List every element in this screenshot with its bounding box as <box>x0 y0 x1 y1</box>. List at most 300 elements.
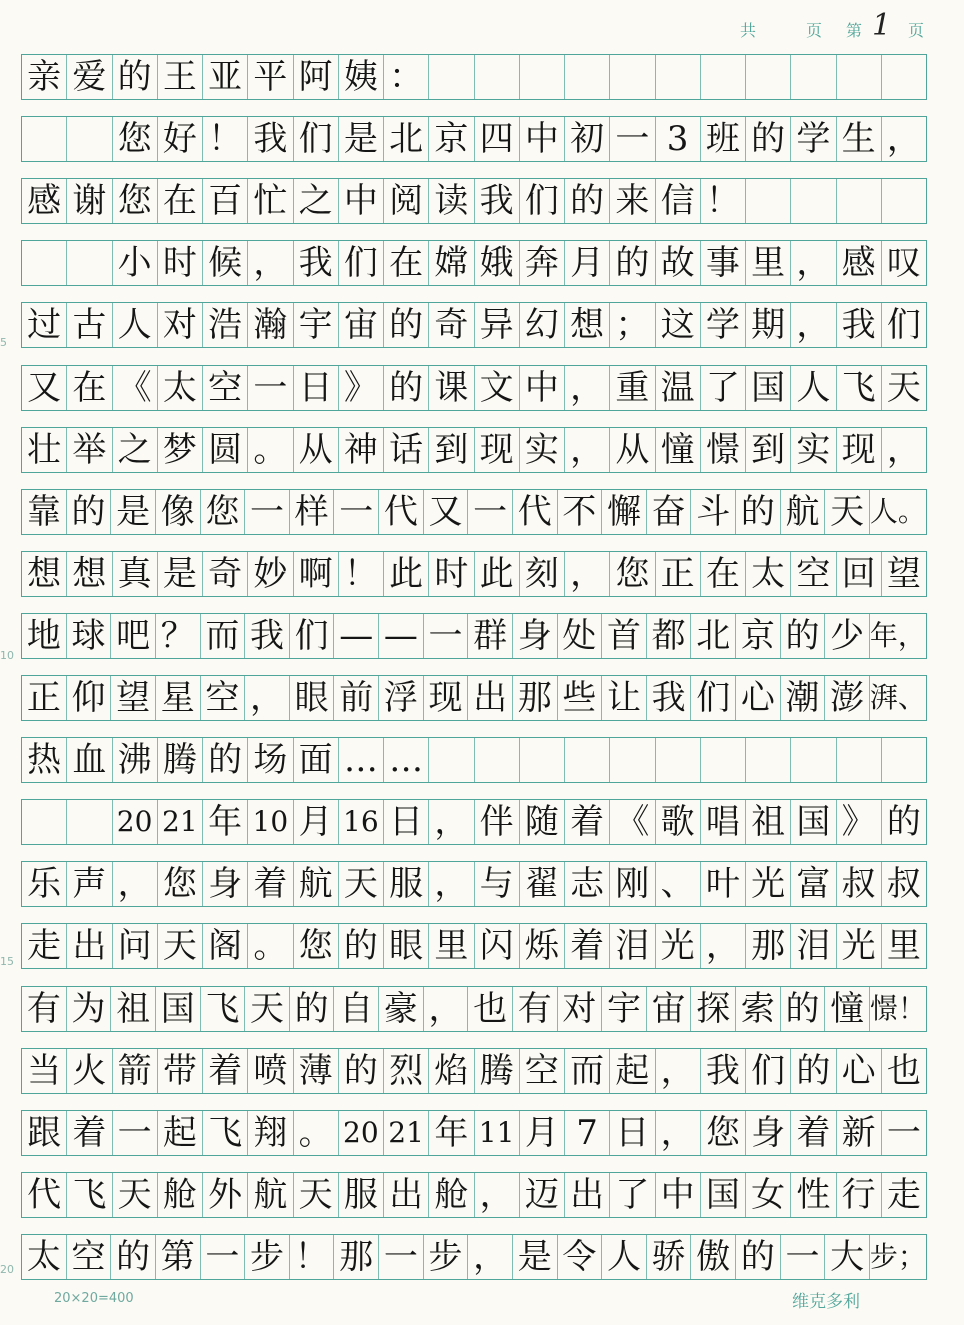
grid-cell: 走 <box>22 924 67 968</box>
grid-cell: 出 <box>468 676 513 720</box>
grid-cell: 20 <box>113 800 158 844</box>
grid-cell: … <box>384 738 429 782</box>
grid-cell: 奔 <box>520 241 565 285</box>
grid-cell: 回 <box>837 552 882 596</box>
grid-cell: 空 <box>203 366 248 410</box>
grid-cell: 场 <box>248 738 293 782</box>
grid-cell: 现 <box>837 428 882 472</box>
grid-cell <box>22 117 67 161</box>
grid-cell: 21 <box>384 1111 429 1155</box>
grid-cell: 在 <box>158 179 203 223</box>
grid-cell: 靠 <box>22 490 67 534</box>
grid-cell: 之 <box>294 179 339 223</box>
grid-cell: 们 <box>691 676 736 720</box>
grid-cell: 来 <box>610 179 655 223</box>
grid-cell <box>67 800 112 844</box>
grid-cell: 血 <box>67 738 112 782</box>
grid-cell: 憬 <box>701 428 746 472</box>
grid-cell: 温 <box>656 366 701 410</box>
grid-cell: 骄 <box>647 1235 692 1279</box>
grid-row <box>21 489 927 535</box>
grid-cell: 吧 <box>111 614 156 658</box>
grid-cell: 此 <box>384 552 429 596</box>
grid-cell: 带 <box>158 1049 203 1093</box>
grid-cell: 16 <box>339 800 384 844</box>
grid-cell <box>882 738 926 782</box>
grid-cell: ， <box>429 800 474 844</box>
grid-cell: 探 <box>691 987 736 1031</box>
grid-cell: ， <box>656 1049 701 1093</box>
grid-cell: 重 <box>610 366 655 410</box>
grid-cell: 了 <box>610 1173 655 1217</box>
grid-cell: ！ <box>203 117 248 161</box>
grid-cell: 性 <box>791 1173 836 1217</box>
grid-cell: 跟 <box>22 1111 67 1155</box>
grid-cell: 祖 <box>111 987 156 1031</box>
grid-cell: 在 <box>384 241 429 285</box>
grid-cell: 实 <box>520 428 565 472</box>
grid-cell: 到 <box>746 428 791 472</box>
grid-cell: ， <box>248 241 293 285</box>
margin-line-number: 5 <box>0 336 7 349</box>
grid-cell: 候 <box>203 241 248 285</box>
grid-cell: ， <box>424 987 469 1031</box>
grid-cell: 的 <box>736 490 781 534</box>
grid-cell: 心 <box>837 1049 882 1093</box>
grid-cell: 里 <box>429 924 474 968</box>
grid-cell: 感 <box>837 241 882 285</box>
grid-row <box>21 613 927 659</box>
grid-cell: 从 <box>610 428 655 472</box>
grid-row <box>21 427 927 473</box>
grid-cell: 索 <box>736 987 781 1031</box>
grid-cell: 懈 <box>602 490 647 534</box>
grid-cell: ， <box>429 862 474 906</box>
grid-cell: 北 <box>384 117 429 161</box>
grid-cell: 的 <box>384 366 429 410</box>
grid-cell: 太 <box>746 552 791 596</box>
grid-cell: 们 <box>290 614 335 658</box>
grid-cell: 斗 <box>691 490 736 534</box>
grid-cell: 人 <box>791 366 836 410</box>
grid-cell: 一 <box>468 490 513 534</box>
grid-cell: 奇 <box>203 552 248 596</box>
grid-cell: 啊 <box>294 552 339 596</box>
grid-cell: 叹 <box>886 243 921 283</box>
grid-cell: 的 <box>791 1049 836 1093</box>
grid-cell: 20 <box>339 1111 384 1155</box>
grid-cell: 过 <box>22 303 67 347</box>
grid-cell: 们 <box>886 305 921 345</box>
grid-row <box>21 1172 927 1218</box>
grid-cell: ， <box>886 119 921 159</box>
grid-cell <box>22 800 67 844</box>
grid-cell: 的 <box>781 987 826 1031</box>
grid-row <box>21 986 927 1032</box>
grid-cell: 实 <box>791 428 836 472</box>
grid-cell: 泪 <box>791 924 836 968</box>
grid-cell <box>22 241 67 285</box>
grid-cell: 澎 <box>825 676 870 720</box>
grid-cell: 步 <box>424 1235 469 1279</box>
grid-cell: 首 <box>602 614 647 658</box>
grid-cell: 奋 <box>647 490 692 534</box>
grid-cell: 21 <box>158 800 203 844</box>
grid-cell: 圆 <box>203 428 248 472</box>
grid-cell: 们 <box>520 179 565 223</box>
grid-cell <box>610 55 655 99</box>
grid-cell: 人 <box>602 1235 647 1279</box>
grid-cell: 日 <box>294 366 339 410</box>
grid-cell: ， <box>565 428 610 472</box>
grid-cell: 现 <box>475 428 520 472</box>
grid-cell: ， <box>468 1235 513 1279</box>
grid-cell: 与 <box>475 862 520 906</box>
grid-cell: 此 <box>475 552 520 596</box>
grid-cell <box>429 55 474 99</box>
grid-cell <box>565 738 610 782</box>
grid-cell: 身 <box>203 862 248 906</box>
grid-cell: 空 <box>201 676 246 720</box>
grid-cell: — <box>334 614 379 658</box>
grid-cell: 爱 <box>67 55 112 99</box>
grid-cell: 自 <box>334 987 379 1031</box>
grid-cell: 伴 <box>475 800 520 844</box>
brand-label: 维克多利 <box>792 1292 860 1312</box>
grid-cell: 祖 <box>746 800 791 844</box>
grid-cell: 也 <box>886 1051 921 1091</box>
grid-cell: 中 <box>656 1173 701 1217</box>
grid-cell: ， <box>656 1111 701 1155</box>
grid-cell: 女 <box>746 1173 791 1217</box>
grid-cell: 的 <box>384 303 429 347</box>
grid-cell: 航 <box>781 490 826 534</box>
grid-cell: 的 <box>111 1235 156 1279</box>
grid-cell: 而 <box>565 1049 610 1093</box>
grid-cell: ， <box>475 1173 520 1217</box>
grid-cell: 前 <box>334 676 379 720</box>
grid-cell: 人。 <box>869 495 926 528</box>
grid-cell: 闪 <box>475 924 520 968</box>
grid-cell: 群 <box>468 614 513 658</box>
grid-cell: 志 <box>565 862 610 906</box>
grid-cell: 国 <box>156 987 201 1031</box>
grid-row <box>21 551 927 597</box>
grid-cell: 问 <box>113 924 158 968</box>
grid-cell: 翔 <box>248 1111 293 1155</box>
grid-cell: 一 <box>201 1235 246 1279</box>
grid-cell: 着 <box>203 1049 248 1093</box>
grid-cell: 富 <box>791 862 836 906</box>
grid-cell: 我 <box>701 1049 746 1093</box>
grid-cell: 宇 <box>294 303 339 347</box>
grid-cell: 浮 <box>379 676 424 720</box>
grid-cell: 空 <box>67 1235 112 1279</box>
margin-line-number: 10 <box>0 649 14 662</box>
grid-cell: 的 <box>67 490 112 534</box>
grid-cell: 服 <box>339 1173 384 1217</box>
grid-cell: 翟 <box>520 862 565 906</box>
page-header <box>700 8 940 44</box>
grid-cell: 着 <box>565 924 610 968</box>
grid-cell: 是 <box>158 552 203 596</box>
grid-cell: 步 <box>245 1235 290 1279</box>
grid-cell: 事 <box>701 241 746 285</box>
margin-line-number: 20 <box>0 1263 14 1276</box>
grid-cell: 月 <box>520 1111 565 1155</box>
grid-cell: 天 <box>245 987 290 1031</box>
grid-cell: ， <box>701 924 746 968</box>
grid-cell: 眼 <box>290 676 335 720</box>
grid-cell: 姨 <box>339 55 384 99</box>
grid-cell: 文 <box>475 366 520 410</box>
grid-cell: 们 <box>294 117 339 161</box>
grid-cell <box>656 738 701 782</box>
grid-cell: 学 <box>791 117 836 161</box>
grid-cell: 奇 <box>429 303 474 347</box>
grid-cell: 不 <box>558 490 603 534</box>
grid-cell: 梦 <box>158 428 203 472</box>
grid-cell: 憧 <box>825 987 870 1031</box>
grid-cell <box>882 55 926 99</box>
grid-cell: 焰 <box>429 1049 474 1093</box>
grid-cell: 王 <box>158 55 203 99</box>
grid-cell <box>882 179 926 223</box>
grid-cell: 月 <box>565 241 610 285</box>
grid-cell: 心 <box>736 676 781 720</box>
grid-row <box>21 54 927 100</box>
grid-cell: 四 <box>475 117 520 161</box>
grid-cell: 是 <box>513 1235 558 1279</box>
grid-cell: 的 <box>113 55 158 99</box>
margin-line-number: 15 <box>0 955 14 968</box>
grid-cell: ； <box>610 303 655 347</box>
grid-cell: 服 <box>384 862 429 906</box>
grid-cell: 在 <box>67 366 112 410</box>
grid-cell: 太 <box>22 1235 67 1279</box>
grid-cell: 外 <box>203 1173 248 1217</box>
grid-cell: ， <box>565 366 610 410</box>
grid-cell: 走 <box>886 1175 921 1215</box>
grid-cell: 从 <box>294 428 339 472</box>
grid-cell: 您 <box>201 490 246 534</box>
grid-cell: 的 <box>886 802 921 842</box>
grid-cell: 阅 <box>384 179 429 223</box>
grid-cell: 正 <box>656 552 701 596</box>
grid-cell: 湃、 <box>869 681 926 714</box>
grid-cell: 班 <box>701 117 746 161</box>
grid-cell: 天 <box>886 368 921 408</box>
grid-cell: 国 <box>701 1173 746 1217</box>
grid-cell: 叔 <box>837 862 882 906</box>
grid-cell: 里 <box>746 241 791 285</box>
grid-cell: 想 <box>22 552 67 596</box>
grid-cell: 有 <box>22 987 67 1031</box>
grid-cell: 娥 <box>475 241 520 285</box>
grid-row <box>21 923 927 969</box>
grid-cell <box>67 241 112 285</box>
grid-spec-label: 20×20=400 <box>54 1291 134 1306</box>
grid-cell: ， <box>886 430 921 470</box>
grid-cell: 样 <box>290 490 335 534</box>
grid-cell: 腾 <box>475 1049 520 1093</box>
grid-row <box>21 1234 927 1280</box>
grid-row <box>21 178 927 224</box>
ordinal-label: 第 <box>846 21 863 40</box>
grid-cell: 也 <box>468 987 513 1031</box>
grid-row <box>21 116 927 162</box>
grid-cell: 嫦 <box>429 241 474 285</box>
grid-cell: 年， <box>869 619 926 652</box>
grid-cell: 里 <box>886 926 921 966</box>
grid-cell: 11 <box>475 1111 520 1155</box>
grid-cell: 瀚 <box>248 303 293 347</box>
grid-cell: 壮 <box>22 428 67 472</box>
grid-cell: 天 <box>158 924 203 968</box>
grid-cell: ！ <box>701 179 746 223</box>
grid-cell: 唱 <box>701 800 746 844</box>
page-suffix-label: 页 <box>908 21 925 40</box>
grid-cell: 一 <box>248 366 293 410</box>
grid-cell <box>610 738 655 782</box>
grid-cell: 古 <box>67 303 112 347</box>
grid-cell: 的 <box>290 987 335 1031</box>
grid-cell: 年 <box>203 800 248 844</box>
grid-cell: 出 <box>67 924 112 968</box>
grid-cell: 那 <box>513 676 558 720</box>
grid-cell <box>520 738 565 782</box>
grid-cell: 一 <box>379 1235 424 1279</box>
grid-cell: 年 <box>429 1111 474 1155</box>
grid-cell: 10 <box>248 800 293 844</box>
grid-cell: 又 <box>22 366 67 410</box>
grid-cell: 起 <box>158 1111 203 1155</box>
grid-cell: 光 <box>656 924 701 968</box>
grid-cell: 话 <box>384 428 429 472</box>
handwritten-page-number: 1 <box>872 8 892 43</box>
grid-cell: 月 <box>294 800 339 844</box>
grid-cell: 们 <box>339 241 384 285</box>
grid-cell: 的 <box>781 614 826 658</box>
grid-cell: 您 <box>113 117 158 161</box>
grid-cell: 飞 <box>201 987 246 1031</box>
grid-cell: 到 <box>429 428 474 472</box>
grid-cell: 身 <box>513 614 558 658</box>
grid-cell: 这 <box>656 303 701 347</box>
grid-cell: 一 <box>886 1113 921 1153</box>
grid-cell: 在 <box>701 552 746 596</box>
grid-cell: 空 <box>520 1049 565 1093</box>
grid-cell: 代 <box>513 490 558 534</box>
grid-cell: 迈 <box>520 1173 565 1217</box>
grid-cell: 那 <box>746 924 791 968</box>
grid-cell: 。 <box>248 924 293 968</box>
grid-cell: 宇 <box>602 987 647 1031</box>
grid-cell: ： <box>384 55 429 99</box>
grid-row <box>21 799 927 845</box>
grid-cell: 之 <box>113 428 158 472</box>
grid-cell: 想 <box>565 303 610 347</box>
grid-cell: 、 <box>656 862 701 906</box>
grid-cell <box>791 738 836 782</box>
grid-cell <box>475 55 520 99</box>
grid-cell: 京 <box>736 614 781 658</box>
grid-cell: 平 <box>248 55 293 99</box>
grid-cell: 我 <box>294 241 339 285</box>
grid-cell: ？ <box>156 614 201 658</box>
grid-cell: 飞 <box>837 366 882 410</box>
grid-cell: 亚 <box>203 55 248 99</box>
grid-cell: 天 <box>113 1173 158 1217</box>
grid-cell: 第 <box>156 1235 201 1279</box>
grid-cell: 举 <box>67 428 112 472</box>
grid-cell: 的 <box>610 241 655 285</box>
grid-cell: 读 <box>429 179 474 223</box>
grid-cell: 国 <box>746 366 791 410</box>
grid-cell: 烈 <box>384 1049 429 1093</box>
grid-cell: 我 <box>837 303 882 347</box>
grid-cell <box>475 738 520 782</box>
grid-cell: 期 <box>746 303 791 347</box>
grid-cell: 的 <box>565 179 610 223</box>
grid-cell: 宙 <box>647 987 692 1031</box>
grid-cell: 步； <box>869 1240 926 1273</box>
grid-cell: 我 <box>647 676 692 720</box>
grid-cell: 中 <box>520 366 565 410</box>
grid-cell: 天 <box>294 1173 339 1217</box>
grid-cell: 为 <box>67 987 112 1031</box>
grid-cell: ！ <box>339 552 384 596</box>
grid-cell: 》 <box>339 366 384 410</box>
grid-cell: ， <box>245 676 290 720</box>
grid-cell: 课 <box>429 366 474 410</box>
grid-cell: 叔 <box>886 864 921 904</box>
grid-cell <box>837 738 882 782</box>
grid-cell: 憬！ <box>869 992 926 1025</box>
grid-cell: 感 <box>22 179 67 223</box>
grid-cell: 航 <box>248 1173 293 1217</box>
grid-row <box>21 1110 927 1156</box>
total-pages-label: 共 <box>740 21 757 40</box>
grid-cell: 豪 <box>379 987 424 1031</box>
grid-row <box>21 302 927 348</box>
grid-cell: 那 <box>334 1235 379 1279</box>
grid-cell: 而 <box>201 614 246 658</box>
grid-cell <box>791 179 836 223</box>
grid-cell: 的 <box>203 738 248 782</box>
grid-cell <box>701 55 746 99</box>
grid-cell <box>565 55 610 99</box>
grid-cell: 是 <box>111 490 156 534</box>
grid-cell <box>746 738 791 782</box>
grid-cell <box>520 55 565 99</box>
grid-cell: 是 <box>339 117 384 161</box>
grid-cell <box>746 55 791 99</box>
grid-cell: 您 <box>158 862 203 906</box>
grid-cell: 处 <box>558 614 603 658</box>
grid-cell: 幻 <box>520 303 565 347</box>
grid-cell: 异 <box>475 303 520 347</box>
grid-cell: 国 <box>791 800 836 844</box>
grid-cell: 光 <box>837 924 882 968</box>
grid-cell: 叶 <box>701 862 746 906</box>
grid-cell: 一 <box>781 1235 826 1279</box>
grid-cell: 您 <box>113 179 158 223</box>
grid-cell: 光 <box>746 862 791 906</box>
grid-cell: 一 <box>334 490 379 534</box>
grid-cell: 的 <box>339 1049 384 1093</box>
grid-cell: 好 <box>158 117 203 161</box>
